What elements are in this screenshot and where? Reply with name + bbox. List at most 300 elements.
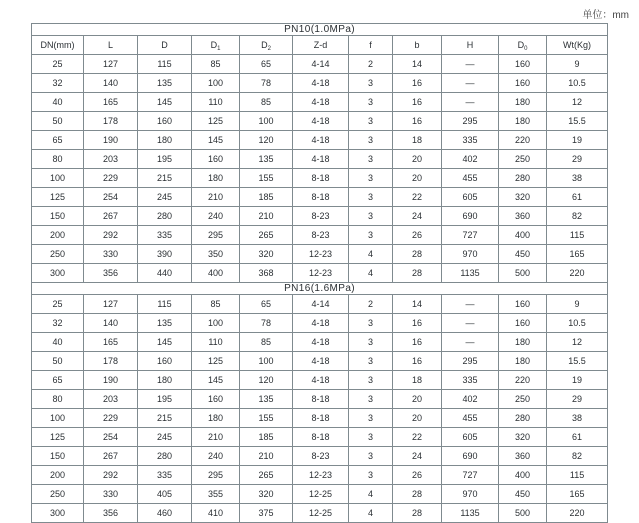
column-header [442,36,499,55]
table-cell: 3 [349,207,393,226]
table-cell: 4 [349,245,393,264]
table-cell: 135 [240,390,293,409]
table-cell: 460 [138,504,192,523]
table-cell: 4-18 [293,112,349,131]
table-cell: 12-25 [293,504,349,523]
table-cell: 4-14 [293,55,349,74]
table-cell: 250 [499,390,547,409]
table-cell: 1135 [442,264,499,283]
table-cell: 265 [240,226,293,245]
table-cell: 229 [84,409,138,428]
table-cell: 3 [349,112,393,131]
table-cell: 3 [349,428,393,447]
table-cell: 12 [547,333,608,352]
table-cell: — [442,333,499,352]
column-header-label: D [210,40,218,50]
table-cell: 29 [547,390,608,409]
table-cell: 2 [349,295,393,314]
table-cell: 145 [138,93,192,112]
table-cell: 127 [84,55,138,74]
table-cell: 229 [84,169,138,188]
table-row [32,188,608,207]
table-cell: 410 [192,504,240,523]
table-cell: 65 [32,131,84,150]
table-cell: 28 [393,264,442,283]
table-cell: 450 [499,485,547,504]
table-cell: 16 [393,112,442,131]
table-cell: 3 [349,93,393,112]
table-cell: 180 [499,333,547,352]
table-cell: 220 [499,371,547,390]
column-header [84,36,138,55]
table-cell: 455 [442,409,499,428]
table-cell: 375 [240,504,293,523]
column-header-label: f [369,40,372,50]
table-cell: 320 [499,428,547,447]
column-header-label: L [107,40,113,50]
table-cell: 3 [349,169,393,188]
table-cell: 335 [138,466,192,485]
table-cell: 356 [84,264,138,283]
table-cell: 400 [192,264,240,283]
table-cell: 26 [393,226,442,245]
table-cell: 4-18 [293,74,349,93]
table-row [32,371,608,390]
table-cell: 100 [32,169,84,188]
table-row [32,314,608,333]
table-cell: 65 [32,371,84,390]
table-cell: 402 [442,150,499,169]
table-cell: 120 [240,371,293,390]
column-header [293,36,349,55]
table-cell: 82 [547,207,608,226]
table-cell: 28 [393,504,442,523]
table-cell: 32 [32,314,84,333]
table-cell: 3 [349,74,393,93]
table-cell: 28 [393,245,442,264]
table-cell: 180 [192,169,240,188]
table-cell: 4-18 [293,131,349,150]
column-header [547,36,608,55]
table-cell: 250 [499,150,547,169]
table-cell: 203 [84,150,138,169]
table-cell: 85 [192,55,240,74]
section-title-row [32,283,608,295]
table-cell: 727 [442,466,499,485]
table-cell: 178 [84,352,138,371]
table-cell: 165 [547,245,608,264]
table-cell: 65 [240,295,293,314]
table-cell: 165 [84,333,138,352]
table-cell: 8-18 [293,428,349,447]
table-cell: 16 [393,352,442,371]
table-cell: 16 [393,93,442,112]
table-cell: 402 [442,390,499,409]
table-row [32,264,608,283]
table-cell: 215 [138,169,192,188]
table-cell: 335 [138,226,192,245]
table-cell: 140 [84,74,138,93]
table-cell: 3 [349,447,393,466]
table-cell: 190 [84,131,138,150]
table-cell: 4-18 [293,93,349,112]
section-title-row [32,24,608,36]
table-row [32,390,608,409]
table-cell: 4-14 [293,295,349,314]
table-cell: 125 [192,112,240,131]
table-cell: 3 [349,226,393,245]
unit-label: 单位：mm [582,10,629,21]
table-cell: 145 [138,333,192,352]
table-cell: 4-18 [293,333,349,352]
table-cell: 180 [192,409,240,428]
table-cell: 970 [442,485,499,504]
table-row [32,74,608,93]
table-cell: 18 [393,371,442,390]
table-cell: 160 [499,314,547,333]
table-cell: 80 [32,390,84,409]
table-cell: 440 [138,264,192,283]
table-cell: 4-18 [293,371,349,390]
table-cell: 605 [442,188,499,207]
table-cell: 195 [138,390,192,409]
table-cell: 240 [192,447,240,466]
table-cell: 4 [349,504,393,523]
table-cell: 4 [349,485,393,504]
table-cell: 180 [499,93,547,112]
table-cell: 38 [547,409,608,428]
table-cell: 22 [393,188,442,207]
table-cell: 8-23 [293,226,349,245]
table-row [32,485,608,504]
table-row [32,112,608,131]
table-cell: 82 [547,447,608,466]
column-header [192,36,240,55]
table-cell: 15.5 [547,112,608,131]
column-header [240,36,293,55]
table-cell: 3 [349,188,393,207]
table-cell: 245 [138,428,192,447]
table-cell: 160 [192,390,240,409]
table-cell: 135 [240,150,293,169]
table-cell: 180 [499,352,547,371]
table-cell: 240 [192,207,240,226]
table-cell: 40 [32,93,84,112]
table-cell: 200 [32,226,84,245]
table-cell: 100 [192,314,240,333]
table-cell: 125 [32,188,84,207]
table-cell: 280 [499,169,547,188]
table-cell: 265 [240,466,293,485]
table-cell: 155 [240,169,293,188]
table-cell: 368 [240,264,293,283]
table-cell: 267 [84,447,138,466]
table-cell: 400 [499,466,547,485]
table-cell: — [442,74,499,93]
table-cell: 28 [393,485,442,504]
table-row [32,207,608,226]
table-cell: 61 [547,428,608,447]
table-cell: 970 [442,245,499,264]
table-cell: 12-23 [293,245,349,264]
table-cell: 4 [349,264,393,283]
flange-spec-table [31,23,608,523]
table-cell: 12-23 [293,264,349,283]
table-cell: 185 [240,428,293,447]
table-cell: 110 [192,93,240,112]
table-cell: 295 [192,466,240,485]
table-cell: 8-18 [293,169,349,188]
column-header-label: Wt(Kg) [563,40,592,50]
table-cell: 3 [349,466,393,485]
table-cell: 180 [138,131,192,150]
table-cell: 26 [393,466,442,485]
table-cell: 100 [240,352,293,371]
table-cell: 20 [393,169,442,188]
table-cell: 450 [499,245,547,264]
column-header-row [32,36,608,55]
column-header [349,36,393,55]
table-cell: 18 [393,131,442,150]
table-row [32,169,608,188]
table-cell: 145 [192,371,240,390]
table-cell: 185 [240,188,293,207]
table-cell: 4-18 [293,150,349,169]
table-cell: 3 [349,371,393,390]
table-cell: 115 [138,295,192,314]
table-cell: 360 [499,447,547,466]
table-cell: 605 [442,428,499,447]
table-cell: 165 [84,93,138,112]
table-cell: 15.5 [547,352,608,371]
table-cell: 280 [138,447,192,466]
table-cell: 295 [192,226,240,245]
table-cell: 3 [349,314,393,333]
table-cell: 40 [32,333,84,352]
table-cell: 16 [393,333,442,352]
table-cell: 160 [138,112,192,131]
column-header [138,36,192,55]
table-cell: 360 [499,207,547,226]
table-cell: 120 [240,131,293,150]
table-cell: 135 [138,74,192,93]
table-row [32,333,608,352]
table-cell: 85 [192,295,240,314]
table-cell: 355 [192,485,240,504]
table-cell: 330 [84,245,138,264]
column-header [32,36,84,55]
table-cell: 14 [393,295,442,314]
table-cell: 10.5 [547,74,608,93]
table-cell: 135 [138,314,192,333]
table-cell: 3 [349,409,393,428]
table-cell: 115 [547,466,608,485]
table-row [32,409,608,428]
column-header-label: D [161,40,168,50]
table-cell: 210 [192,428,240,447]
table-cell: 19 [547,371,608,390]
table-cell: 85 [240,93,293,112]
table-cell: — [442,314,499,333]
table-cell: 190 [84,371,138,390]
table-cell: 160 [138,352,192,371]
table-cell: 160 [499,295,547,314]
table-cell: 295 [442,112,499,131]
table-cell: 8-18 [293,390,349,409]
table-cell: 16 [393,74,442,93]
table-cell: 165 [547,485,608,504]
table-cell: 20 [393,390,442,409]
table-cell: 115 [547,226,608,245]
table-cell: 145 [192,131,240,150]
table-cell: — [442,93,499,112]
table-cell: 160 [499,74,547,93]
table-cell: 280 [138,207,192,226]
table-cell: 300 [32,504,84,523]
table-cell: 356 [84,504,138,523]
table-cell: 220 [499,131,547,150]
table-row [32,131,608,150]
table-cell: 320 [240,485,293,504]
column-header-label: Z-d [313,40,328,50]
table-cell: 140 [84,314,138,333]
table-cell: 250 [32,245,84,264]
table-cell: 180 [138,371,192,390]
table-row [32,428,608,447]
table-cell: 405 [138,485,192,504]
table-cell: 80 [32,150,84,169]
table-cell: 3 [349,352,393,371]
table-cell: 100 [32,409,84,428]
table-cell: 50 [32,352,84,371]
table-cell: 330 [84,485,138,504]
table-cell: 160 [192,150,240,169]
table-cell: 2 [349,55,393,74]
table-cell: 25 [32,55,84,74]
table-cell: 8-18 [293,188,349,207]
table-cell: 9 [547,295,608,314]
table-cell: 727 [442,226,499,245]
table-cell: 25 [32,295,84,314]
table-cell: 155 [240,409,293,428]
table-cell: 10.5 [547,314,608,333]
table-cell: 335 [442,131,499,150]
table-cell: 200 [32,466,84,485]
table-cell: 160 [499,55,547,74]
table-cell: 350 [192,245,240,264]
table-cell: 210 [240,207,293,226]
table-row [32,466,608,485]
section-title: PN10(1.0MPa) [32,24,608,36]
table-cell: 300 [32,264,84,283]
table-cell: 85 [240,333,293,352]
table-cell: 4-18 [293,314,349,333]
table-cell: 267 [84,207,138,226]
table-cell: 1135 [442,504,499,523]
table-row [32,295,608,314]
table-cell: 12 [547,93,608,112]
table-cell: 8-23 [293,447,349,466]
table-cell: 500 [499,504,547,523]
table-cell: 292 [84,226,138,245]
table-cell: 115 [138,55,192,74]
table-cell: 78 [240,314,293,333]
table-cell: 180 [499,112,547,131]
table-cell: 14 [393,55,442,74]
table-cell: 100 [240,112,293,131]
table-cell: 9 [547,55,608,74]
table-cell: 150 [32,207,84,226]
table-row [32,93,608,112]
table-cell: 203 [84,390,138,409]
table-cell: 254 [84,188,138,207]
table-row [32,245,608,264]
table-row [32,226,608,245]
table-cell: 690 [442,447,499,466]
table-cell: 100 [192,74,240,93]
table-cell: 125 [32,428,84,447]
table-cell: 178 [84,112,138,131]
table-cell: 292 [84,466,138,485]
table-cell: 320 [240,245,293,264]
table-cell: 3 [349,390,393,409]
table-cell: — [442,295,499,314]
table-cell: 20 [393,150,442,169]
table-cell: 12-25 [293,485,349,504]
table-cell: 250 [32,485,84,504]
table-cell: 3 [349,150,393,169]
table-row [32,150,608,169]
table-cell: 24 [393,207,442,226]
table-cell: 195 [138,150,192,169]
table-cell: 125 [192,352,240,371]
table-cell: 150 [32,447,84,466]
table-cell: 50 [32,112,84,131]
table-row [32,352,608,371]
table-cell: 29 [547,150,608,169]
table-cell: 690 [442,207,499,226]
table-cell: 19 [547,131,608,150]
table-cell: 110 [192,333,240,352]
table-cell: 215 [138,409,192,428]
table-cell: 65 [240,55,293,74]
table-cell: 8-23 [293,207,349,226]
table-cell: 295 [442,352,499,371]
table-cell: 245 [138,188,192,207]
column-header-subscript: 1 [217,46,221,52]
table-cell: 12-23 [293,466,349,485]
table-cell: 127 [84,295,138,314]
table-cell: 455 [442,169,499,188]
column-header [393,36,442,55]
column-header-label: DN(mm) [40,40,75,50]
table-cell: 3 [349,333,393,352]
table-row [32,55,608,74]
table-cell: 500 [499,264,547,283]
table-cell: 210 [240,447,293,466]
table-cell: 20 [393,409,442,428]
table-cell: 3 [349,131,393,150]
table-cell: 254 [84,428,138,447]
table-cell: 280 [499,409,547,428]
column-header-label: H [466,40,474,50]
table-cell: 220 [547,264,608,283]
column-header-subscript: 2 [267,46,271,52]
table-cell: 400 [499,226,547,245]
column-header [499,36,547,55]
table-cell: 22 [393,428,442,447]
table-cell: 16 [393,314,442,333]
